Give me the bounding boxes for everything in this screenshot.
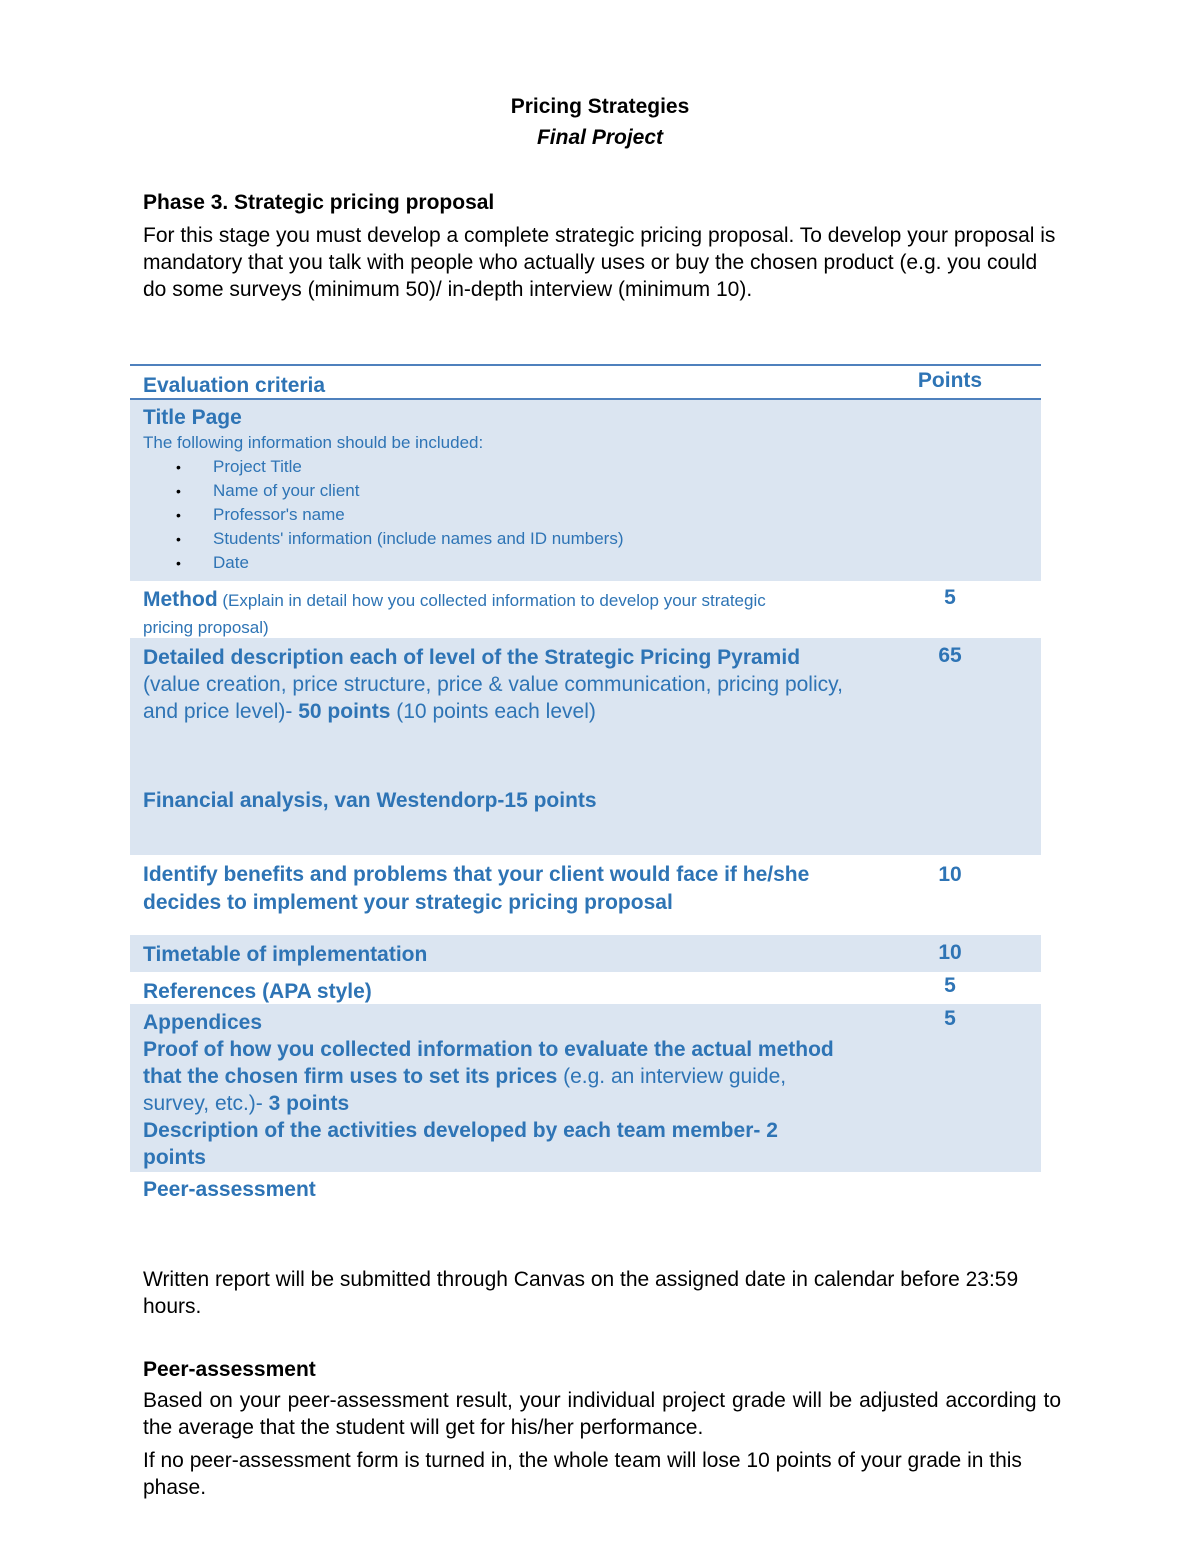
benefits-points: 10 [938,863,962,886]
row-appendices [130,1004,1041,1172]
list-item: • Name of your client [143,479,843,503]
appendices-title: Appendices [143,1011,263,1034]
references-points: 5 [944,974,956,997]
list-item: • Date [143,551,843,575]
list-item: • Professor's name [143,503,843,527]
row-timetable [130,935,1041,972]
timetable-title: Timetable of implementation [143,943,428,966]
title-page-heading: Title Page [143,406,242,429]
pyramid-points-text: 50 points [298,700,391,723]
pyramid-desc-b: (10 points each level) [390,700,596,723]
submission-paragraph: Written report will be submitted through Canvas on the assigned date in calendar before 23:59 hours. [143,1268,1019,1318]
table-header-row [130,366,1041,398]
row-pyramid [130,638,1041,855]
intro-paragraph: For this stage you must develop a complete strategic pricing proposal. To develop your proposal is mandatory that you talk with people who actually uses or buy the chosen product (e.g. you could do some surveys (minimum 50)/ in-depth interview (minimum 10). [143,224,1056,301]
appendices-proof-rest: (e.g. an interview guide, survey, etc.)- [143,1065,787,1115]
timetable-points: 10 [938,941,962,964]
appendices-proof: Proof of how you collected information to evaluate the actual method that the chosen firm uses to set its prices [143,1038,834,1088]
title-page-lead: The following information should be included: [143,433,484,452]
pyramid-desc: (value creation, price structure, price & value communication, pricing policy, and price level)- [143,673,843,723]
benefits-title: Identify benefits and problems that your client would face if he/she decides to implement your strategic pricing proposal [143,863,810,914]
appendices-description: Description of the activities developed by each team member- 2 points [143,1119,778,1169]
document-subtitle: Final Project [536,126,664,149]
method-points: 5 [944,586,956,609]
row-benefits [130,855,1041,935]
list-item: • Project Title [143,455,843,479]
header-points: Points [917,369,983,392]
appendices-proof-points: 3 points [268,1092,350,1115]
peer-assessment-paragraph-2: If no peer-assessment form is turned in, the whole team will lose 10 points of your grade in this phase. [143,1449,1022,1499]
peer-assessment-paragraph-1: Based on your peer-assessment result, your individual project grade will be adjusted according to the average that the student will get for his/her performance. [143,1389,1061,1439]
method-desc: (Explain in detail how you collected information to develop your strategic pricing proposal) [143,591,766,637]
document-title: Pricing Strategies [510,95,690,118]
financial-analysis: Financial analysis, van Westendorp-15 points [143,789,597,812]
row-title-page [130,400,1041,581]
title-page-list [143,455,843,575]
appendices-points: 5 [944,1007,956,1030]
row-references [130,972,1041,1004]
pyramid-points: 65 [938,644,962,667]
references-title: References (APA style) [143,980,372,1003]
phase-heading: Phase 3. Strategic pricing proposal [143,191,495,214]
peer-assessment-row-title: Peer-assessment [143,1178,316,1201]
row-method [130,581,1041,638]
list-item: • Students' information (include names and ID numbers) [143,527,843,551]
method-title: Method [143,588,218,611]
pyramid-title: Detailed description each of level of the Strategic Pricing Pyramid [143,646,801,669]
header-criteria: Evaluation criteria [143,374,326,397]
peer-assessment-heading: Peer-assessment [143,1358,316,1381]
row-peer-assessment [130,1172,1041,1206]
